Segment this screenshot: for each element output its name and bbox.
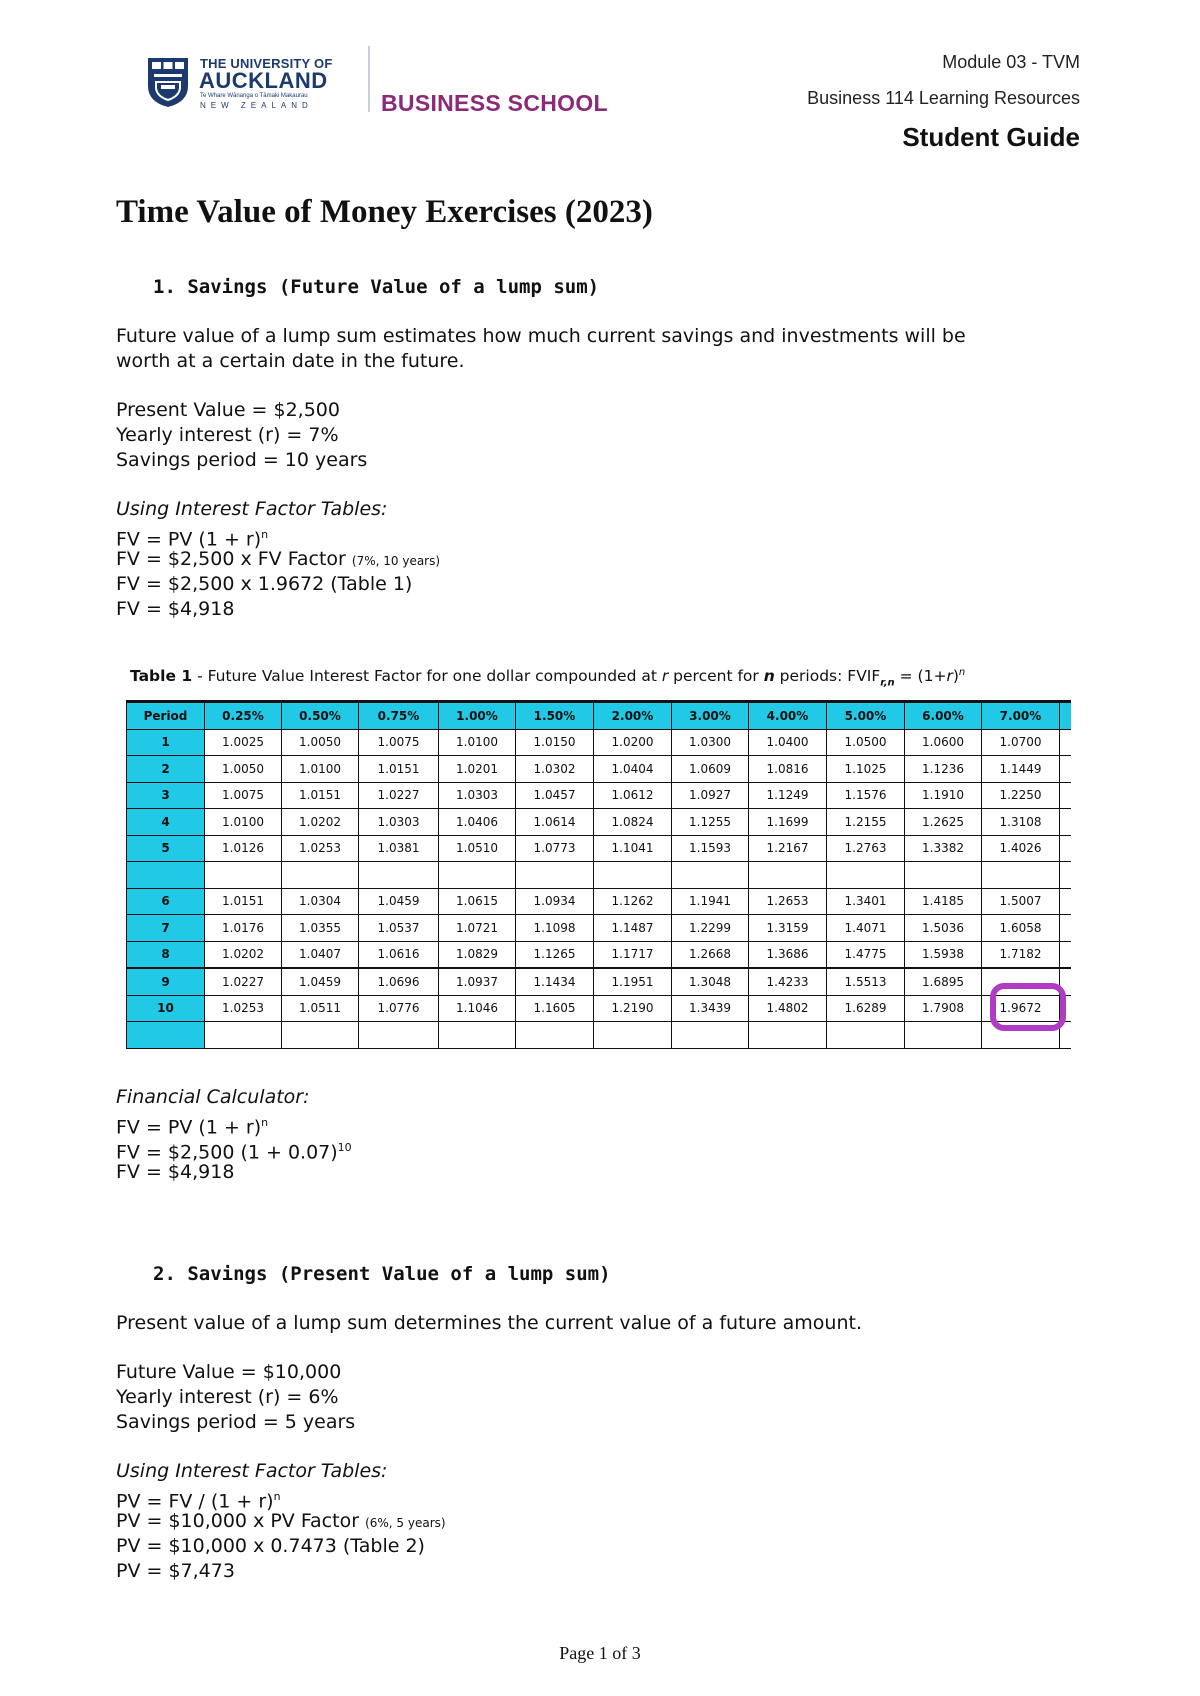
factor-cell xyxy=(359,862,439,889)
section1-formula2: FV = $2,500 x FV Factor (7%, 10 years) xyxy=(116,548,441,570)
factor-cell xyxy=(905,862,982,889)
table-edge-cell xyxy=(1060,809,1071,836)
student-guide-label: Student Guide xyxy=(902,122,1080,152)
factor-cell: 1.0816 xyxy=(749,756,827,783)
section1-formula4: FV = $4,918 xyxy=(116,598,235,620)
factor-cell: 1.0202 xyxy=(205,941,282,968)
table-row xyxy=(127,995,1071,1022)
factor-cell xyxy=(205,862,282,889)
table-row xyxy=(127,1022,1071,1049)
section1-formula1: FV = PV $(1 + r)^n$ xyxy=(116,528,269,551)
factor-cell: 1.0302 xyxy=(516,756,594,783)
factor-cell xyxy=(594,1022,672,1049)
factor-cell: 1.0201 xyxy=(439,756,516,783)
factor-cell: 1.0615 xyxy=(439,888,516,915)
factor-cell xyxy=(672,1022,749,1049)
period-cell: 9 xyxy=(127,968,205,995)
factor-cell: 1.1098 xyxy=(516,915,594,942)
module-label: Module 03 - TVM xyxy=(942,52,1080,72)
factor-cell xyxy=(827,862,905,889)
factor-cell: 1.2763 xyxy=(827,835,905,862)
factor-cell: 1.3108 xyxy=(982,809,1060,836)
table-header-cell: 1.50% xyxy=(516,702,594,730)
factor-cell: 1.0355 xyxy=(282,915,359,942)
section1-tables-label: Using Interest Factor Tables: xyxy=(116,498,388,520)
table-edge-cell xyxy=(1060,862,1071,889)
factor-cell: 1.1262 xyxy=(594,888,672,915)
period-cell: 7 xyxy=(127,915,205,942)
table-edge-cell xyxy=(1060,782,1071,809)
factor-cell: 1.0150 xyxy=(516,729,594,756)
factor-cell: 1.1265 xyxy=(516,941,594,968)
factor-cell xyxy=(594,862,672,889)
factor-cell: 1.2155 xyxy=(827,809,905,836)
factor-cell: 1.1041 xyxy=(594,835,672,862)
table-row xyxy=(127,756,1071,783)
factor-cell: 1.7908 xyxy=(905,995,982,1022)
factor-cell: 1.0510 xyxy=(439,835,516,862)
factor-cell: 1.0050 xyxy=(282,729,359,756)
factor-cell: 1.1434 xyxy=(516,968,594,995)
factor-cell: 1.0824 xyxy=(594,809,672,836)
factor-cell: 1.0934 xyxy=(516,888,594,915)
period-cell: 6 xyxy=(127,888,205,915)
period-cell: 1 xyxy=(127,729,205,756)
factor-cell: 1.5007 xyxy=(982,888,1060,915)
factor-cell: 1.0025 xyxy=(205,729,282,756)
section1-calc2: FV = $2,500 $(1 + 0.07)^{10}$ xyxy=(116,1141,352,1164)
section1-calc1: FV = PV $(1 + r)^n$ xyxy=(116,1116,269,1139)
factor-cell: 1.0200 xyxy=(594,729,672,756)
table-header-cell: 5.00% xyxy=(827,702,905,730)
factor-cell xyxy=(749,862,827,889)
factor-cell: 1.0406 xyxy=(439,809,516,836)
section1-calc3: FV = $4,918 xyxy=(116,1161,235,1183)
section2-heading: 2. Savings (Present Value of a lump sum) xyxy=(153,1263,611,1285)
period-cell: 5 xyxy=(127,835,205,862)
factor-cell: 1.0253 xyxy=(282,835,359,862)
factor-cell: 1.9672 xyxy=(982,995,1060,1022)
period-cell: 8 xyxy=(127,941,205,968)
factor-cell: 1.0227 xyxy=(359,782,439,809)
factor-cell: 1.1255 xyxy=(672,809,749,836)
period-cell: 4 xyxy=(127,809,205,836)
factor-cell: 1.6289 xyxy=(827,995,905,1022)
factor-cell: 1.3686 xyxy=(749,941,827,968)
factor-cell: 1.1941 xyxy=(672,888,749,915)
factor-cell: 1.0202 xyxy=(282,809,359,836)
factor-cell xyxy=(282,1022,359,1049)
period-cell: 10 xyxy=(127,995,205,1022)
fvif-table xyxy=(126,700,1071,1049)
table-header-cell: 0.25% xyxy=(205,702,282,730)
table-header-cell: 0.75% xyxy=(359,702,439,730)
factor-cell: 1.0614 xyxy=(516,809,594,836)
factor-cell xyxy=(205,1022,282,1049)
table-header-cell: 7.00% xyxy=(982,702,1060,730)
factor-cell: 1.4802 xyxy=(749,995,827,1022)
factor-cell: 1.1717 xyxy=(594,941,672,968)
section2-formula2: PV = $10,000 x PV Factor (6%, 5 years) xyxy=(116,1510,446,1532)
section1-desc-line2: worth at a certain date in the future. xyxy=(116,350,465,372)
factor-cell: 1.4071 xyxy=(827,915,905,942)
factor-cell xyxy=(359,1022,439,1049)
factor-cell: 1.6895 xyxy=(905,968,982,995)
factor-cell: 1.0612 xyxy=(594,782,672,809)
table-header-cell: 4.00% xyxy=(749,702,827,730)
factor-cell: 1.0303 xyxy=(359,809,439,836)
section1-formula3: FV = $2,500 x 1.9672 (Table 1) xyxy=(116,573,413,595)
factor-cell: 1.0151 xyxy=(205,888,282,915)
table-row xyxy=(127,729,1071,756)
factor-cell xyxy=(282,862,359,889)
factor-cell: 1.3401 xyxy=(827,888,905,915)
factor-cell: 1.0616 xyxy=(359,941,439,968)
factor-cell: 1.2250 xyxy=(982,782,1060,809)
business-school-label: BUSINESS SCHOOL xyxy=(381,90,608,116)
factor-cell: 1.0100 xyxy=(282,756,359,783)
period-cell: 2 xyxy=(127,756,205,783)
highlight-circle xyxy=(990,983,1066,1031)
table-header-cell: 0.50% xyxy=(282,702,359,730)
period-cell xyxy=(127,862,205,889)
section1-desc-line1: Future value of a lump sum estimates how much current savings and investments will be xyxy=(116,325,966,347)
factor-cell: 1.1699 xyxy=(749,809,827,836)
document-title: Time Value of Money Exercises (2023) xyxy=(116,194,653,230)
factor-cell: 1.1046 xyxy=(439,995,516,1022)
university-name: AUCKLAND xyxy=(199,68,328,93)
factor-cell: 1.0927 xyxy=(672,782,749,809)
factor-cell: 1.0773 xyxy=(516,835,594,862)
table-row xyxy=(127,888,1071,915)
table-edge-cell xyxy=(1060,702,1071,730)
factor-cell: 1.0937 xyxy=(439,968,516,995)
factor-cell: 1.0600 xyxy=(905,729,982,756)
course-label: Business 114 Learning Resources xyxy=(807,88,1080,108)
table-row xyxy=(127,835,1071,862)
factor-cell: 1.5938 xyxy=(905,941,982,968)
section2-tables-label: Using Interest Factor Tables: xyxy=(116,1460,388,1482)
factor-cell: 1.2190 xyxy=(594,995,672,1022)
factor-cell: 1.4233 xyxy=(749,968,827,995)
factor-cell: 1.0459 xyxy=(282,968,359,995)
factor-cell: 1.4185 xyxy=(905,888,982,915)
table1-caption: Table 1 - Future Value Interest Factor for one dollar compounded at r percent for n periods: $FVIF_{r,n} = (1+r)^n$ xyxy=(130,667,966,689)
factor-cell: 1.0304 xyxy=(282,888,359,915)
section2-given-fv: Future Value = $10,000 xyxy=(116,1361,342,1383)
table-row xyxy=(127,968,1071,995)
table-header-cell: 3.00% xyxy=(672,702,749,730)
factor-cell: 1.0151 xyxy=(282,782,359,809)
factor-cell: 1.0300 xyxy=(672,729,749,756)
section1-given-pv: Present Value = $2,500 xyxy=(116,399,340,421)
factor-cell: 1.0227 xyxy=(205,968,282,995)
factor-cell: 1.5513 xyxy=(827,968,905,995)
factor-cell: 1.2653 xyxy=(749,888,827,915)
factor-cell: 1.1605 xyxy=(516,995,594,1022)
factor-cell xyxy=(439,862,516,889)
factor-cell: 1.0151 xyxy=(359,756,439,783)
factor-cell: 1.0126 xyxy=(205,835,282,862)
section2-given-period: Savings period = 5 years xyxy=(116,1411,356,1433)
factor-cell: 1.7182 xyxy=(982,941,1060,968)
section2-formula3: PV = $10,000 x 0.7473 (Table 2) xyxy=(116,1535,425,1557)
factor-cell: 1.0776 xyxy=(359,995,439,1022)
factor-cell: 1.0075 xyxy=(205,782,282,809)
factor-cell: 1.0457 xyxy=(516,782,594,809)
section1-calculator-label: Financial Calculator: xyxy=(116,1086,310,1108)
table-edge-cell xyxy=(1060,915,1071,942)
factor-cell: 1.0407 xyxy=(282,941,359,968)
factor-cell: 1.0537 xyxy=(359,915,439,942)
factor-cell: 1.2167 xyxy=(749,835,827,862)
factor-cell xyxy=(982,862,1060,889)
factor-cell xyxy=(749,1022,827,1049)
university-country: NEW ZEALAND xyxy=(200,101,313,110)
table-row xyxy=(127,915,1071,942)
table-row xyxy=(127,862,1071,889)
factor-cell: 1.0303 xyxy=(439,782,516,809)
factor-cell: 1.0100 xyxy=(205,809,282,836)
factor-cell: 1.3048 xyxy=(672,968,749,995)
factor-cell: 1.2299 xyxy=(672,915,749,942)
factor-cell: 1.5036 xyxy=(905,915,982,942)
factor-cell: 1.3159 xyxy=(749,915,827,942)
section1-heading: 1. Savings (Future Value of a lump sum) xyxy=(153,276,600,298)
university-name-top: THE UNIVERSITY OF xyxy=(200,56,333,71)
factor-cell: 1.2625 xyxy=(905,809,982,836)
factor-cell: 1.0609 xyxy=(672,756,749,783)
factor-cell: 1.0381 xyxy=(359,835,439,862)
section2-desc: Present value of a lump sum determines the current value of a future amount. xyxy=(116,1312,863,1334)
factor-cell: 1.4775 xyxy=(827,941,905,968)
table-row xyxy=(127,809,1071,836)
section1-given-rate: Yearly interest (r) = 7% xyxy=(116,424,339,446)
factor-cell: 1.1576 xyxy=(827,782,905,809)
period-cell: 3 xyxy=(127,782,205,809)
factor-cell: 1.6058 xyxy=(982,915,1060,942)
factor-cell: 1.0700 xyxy=(982,729,1060,756)
factor-cell: 1.0500 xyxy=(827,729,905,756)
table-header-row xyxy=(127,702,1071,730)
factor-cell xyxy=(672,862,749,889)
table-edge-cell xyxy=(1060,756,1071,783)
factor-cell: 1.1951 xyxy=(594,968,672,995)
factor-cell: 1.4026 xyxy=(982,835,1060,862)
logo-divider xyxy=(368,46,370,112)
factor-cell xyxy=(439,1022,516,1049)
factor-cell: 1.0176 xyxy=(205,915,282,942)
factor-cell: 1.0100 xyxy=(439,729,516,756)
factor-cell: 1.0050 xyxy=(205,756,282,783)
crest-icon xyxy=(146,56,190,108)
factor-cell: 1.1910 xyxy=(905,782,982,809)
table-header-cell: 1.00% xyxy=(439,702,516,730)
section2-formula1: PV = FV / $(1 + r)^n$ xyxy=(116,1490,281,1513)
factor-cell: 1.0829 xyxy=(439,941,516,968)
factor-cell xyxy=(827,1022,905,1049)
factor-cell: 1.3439 xyxy=(672,995,749,1022)
table-edge-cell xyxy=(1060,888,1071,915)
factor-cell xyxy=(516,1022,594,1049)
factor-cell: 1.0404 xyxy=(594,756,672,783)
section1-given-period: Savings period = 10 years xyxy=(116,449,368,471)
table-edge-cell xyxy=(1060,729,1071,756)
table-edge-cell xyxy=(1060,941,1071,968)
factor-cell: 1.1487 xyxy=(594,915,672,942)
factor-cell: 1.3382 xyxy=(905,835,982,862)
factor-cell: 1.0400 xyxy=(749,729,827,756)
table-row xyxy=(127,941,1071,968)
factor-cell: 1.2668 xyxy=(672,941,749,968)
factor-cell xyxy=(905,1022,982,1049)
section2-formula4: PV = $7,473 xyxy=(116,1560,235,1582)
table-header-cell: Period xyxy=(127,702,205,730)
factor-cell: 1.0253 xyxy=(205,995,282,1022)
university-maori-name: Te Whare Wānanga o Tāmaki Makaurau xyxy=(200,93,308,99)
factor-cell: 1.0511 xyxy=(282,995,359,1022)
factor-cell: 1.0459 xyxy=(359,888,439,915)
factor-cell: 1.1025 xyxy=(827,756,905,783)
period-cell xyxy=(127,1022,205,1049)
factor-cell: 1.0721 xyxy=(439,915,516,942)
factor-cell: 1.0075 xyxy=(359,729,439,756)
factor-cell: 1.1236 xyxy=(905,756,982,783)
factor-cell xyxy=(516,862,594,889)
factor-cell: 1.1593 xyxy=(672,835,749,862)
table-row xyxy=(127,782,1071,809)
page-number: Page 1 of 3 xyxy=(559,1643,641,1663)
table-header-cell: 2.00% xyxy=(594,702,672,730)
table-edge-cell xyxy=(1060,835,1071,862)
factor-cell: 1.0696 xyxy=(359,968,439,995)
factor-cell: 1.1449 xyxy=(982,756,1060,783)
university-logo xyxy=(146,56,333,114)
factor-cell: 1.1249 xyxy=(749,782,827,809)
section2-given-rate: Yearly interest (r) = 6% xyxy=(116,1386,339,1408)
table-header-cell: 6.00% xyxy=(905,702,982,730)
